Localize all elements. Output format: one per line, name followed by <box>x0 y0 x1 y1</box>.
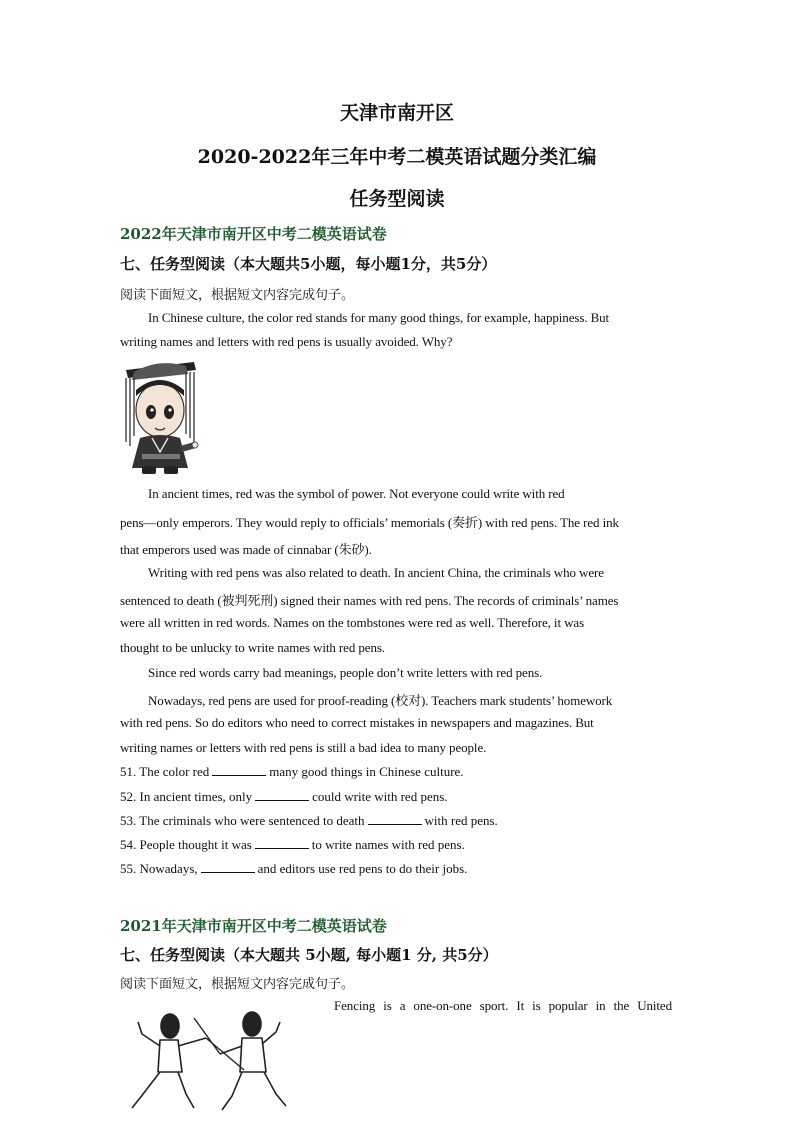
answer-blank[interactable] <box>255 838 309 849</box>
doc-title-topic: 任务型阅读 <box>349 188 445 210</box>
exam-2021-heading: 2021年天津市南开区中考二模英语试卷 <box>120 917 387 935</box>
section-2021-title: 七、任务型阅读（本大题共 5小题, 每小题1 分, 共5分） <box>120 946 498 964</box>
question-54 <box>120 837 465 853</box>
question-text: 51. The color red <box>120 764 210 779</box>
answer-blank[interactable] <box>201 862 255 873</box>
paragraph-line: sentenced to death (被判死刑) signed their names with red pens. The records of criminals’ names <box>120 593 619 608</box>
question-text: could write with red pens. <box>312 789 448 804</box>
exam-2022-heading: 2022年天津市南开区中考二模英语试卷 <box>120 225 387 243</box>
paragraph-line: In ancient times, red was the symbol of power. Not everyone could write with red <box>148 486 565 501</box>
paragraph-line: writing names or letters with red pens is still a bad idea to many people. <box>120 740 487 755</box>
question-text: 52. In ancient times, only <box>120 789 253 804</box>
doc-title-region: 天津市南开区 <box>339 102 454 124</box>
question-text: many good things in Chinese culture. <box>269 764 464 779</box>
paragraph-line: writing names and letters with red pens is usually avoided. Why? <box>120 334 453 349</box>
paragraph-line: In Chinese culture, the color red stands for many good things, for example, happiness. But <box>148 310 610 325</box>
answer-blank[interactable] <box>212 765 266 776</box>
question-text: to write names with red pens. <box>311 837 465 852</box>
question-text: 54. People thought it was <box>120 837 252 852</box>
emperor-cartoon-image <box>118 356 202 478</box>
question-text: and editors use red pens to do their jobs. <box>257 861 468 876</box>
fencing-image <box>120 998 290 1116</box>
instruction-2021: 阅读下面短文，根据短文内容完成句子。 <box>120 977 355 992</box>
paragraph-line: with red pens. So do editors who need to correct mistakes in newspapers and magazines. But <box>120 715 594 730</box>
paragraph-line: Fencing is a one-on-one sport. It is popular in the United <box>334 998 672 1013</box>
question-53 <box>120 813 498 829</box>
paragraph-line: thought to be unlucky to write names with red pens. <box>120 640 385 655</box>
answer-blank[interactable] <box>368 814 422 825</box>
paragraph-line: that emperors used was made of cinnabar (朱砂). <box>120 542 372 557</box>
question-52 <box>120 789 448 805</box>
question-text: 55. Nowadays, <box>120 861 198 876</box>
paragraph-line: Since red words carry bad meanings, people don’t write letters with red pens. <box>148 665 543 680</box>
paragraph-line: Nowadays, red pens are used for proof-reading (校对). Teachers mark students’ homework <box>148 693 613 708</box>
paragraph-line: pens—only emperors. They would reply to officials’ memorials (奏折) with red pens. The red ink <box>120 515 619 530</box>
question-55 <box>120 861 467 877</box>
section-2022-title: 七、任务型阅读（本大题共5小题，每小题1分，共5分） <box>120 255 497 273</box>
instruction-2022: 阅读下面短文，根据短文内容完成句子。 <box>120 288 355 303</box>
doc-title-main: 2020-2022年三年中考二模英语试题分类汇编 <box>197 146 597 168</box>
question-text: with red pens. <box>424 813 498 828</box>
question-text: 53. The criminals who were sentenced to death <box>120 813 365 828</box>
paragraph-line: Writing with red pens was also related to death. In ancient China, the criminals who were <box>148 565 604 580</box>
answer-blank[interactable] <box>255 790 309 801</box>
question-51 <box>120 764 464 780</box>
paragraph-line: were all written in red words. Names on the tombstones were red as well. Therefore, it was <box>120 615 585 630</box>
